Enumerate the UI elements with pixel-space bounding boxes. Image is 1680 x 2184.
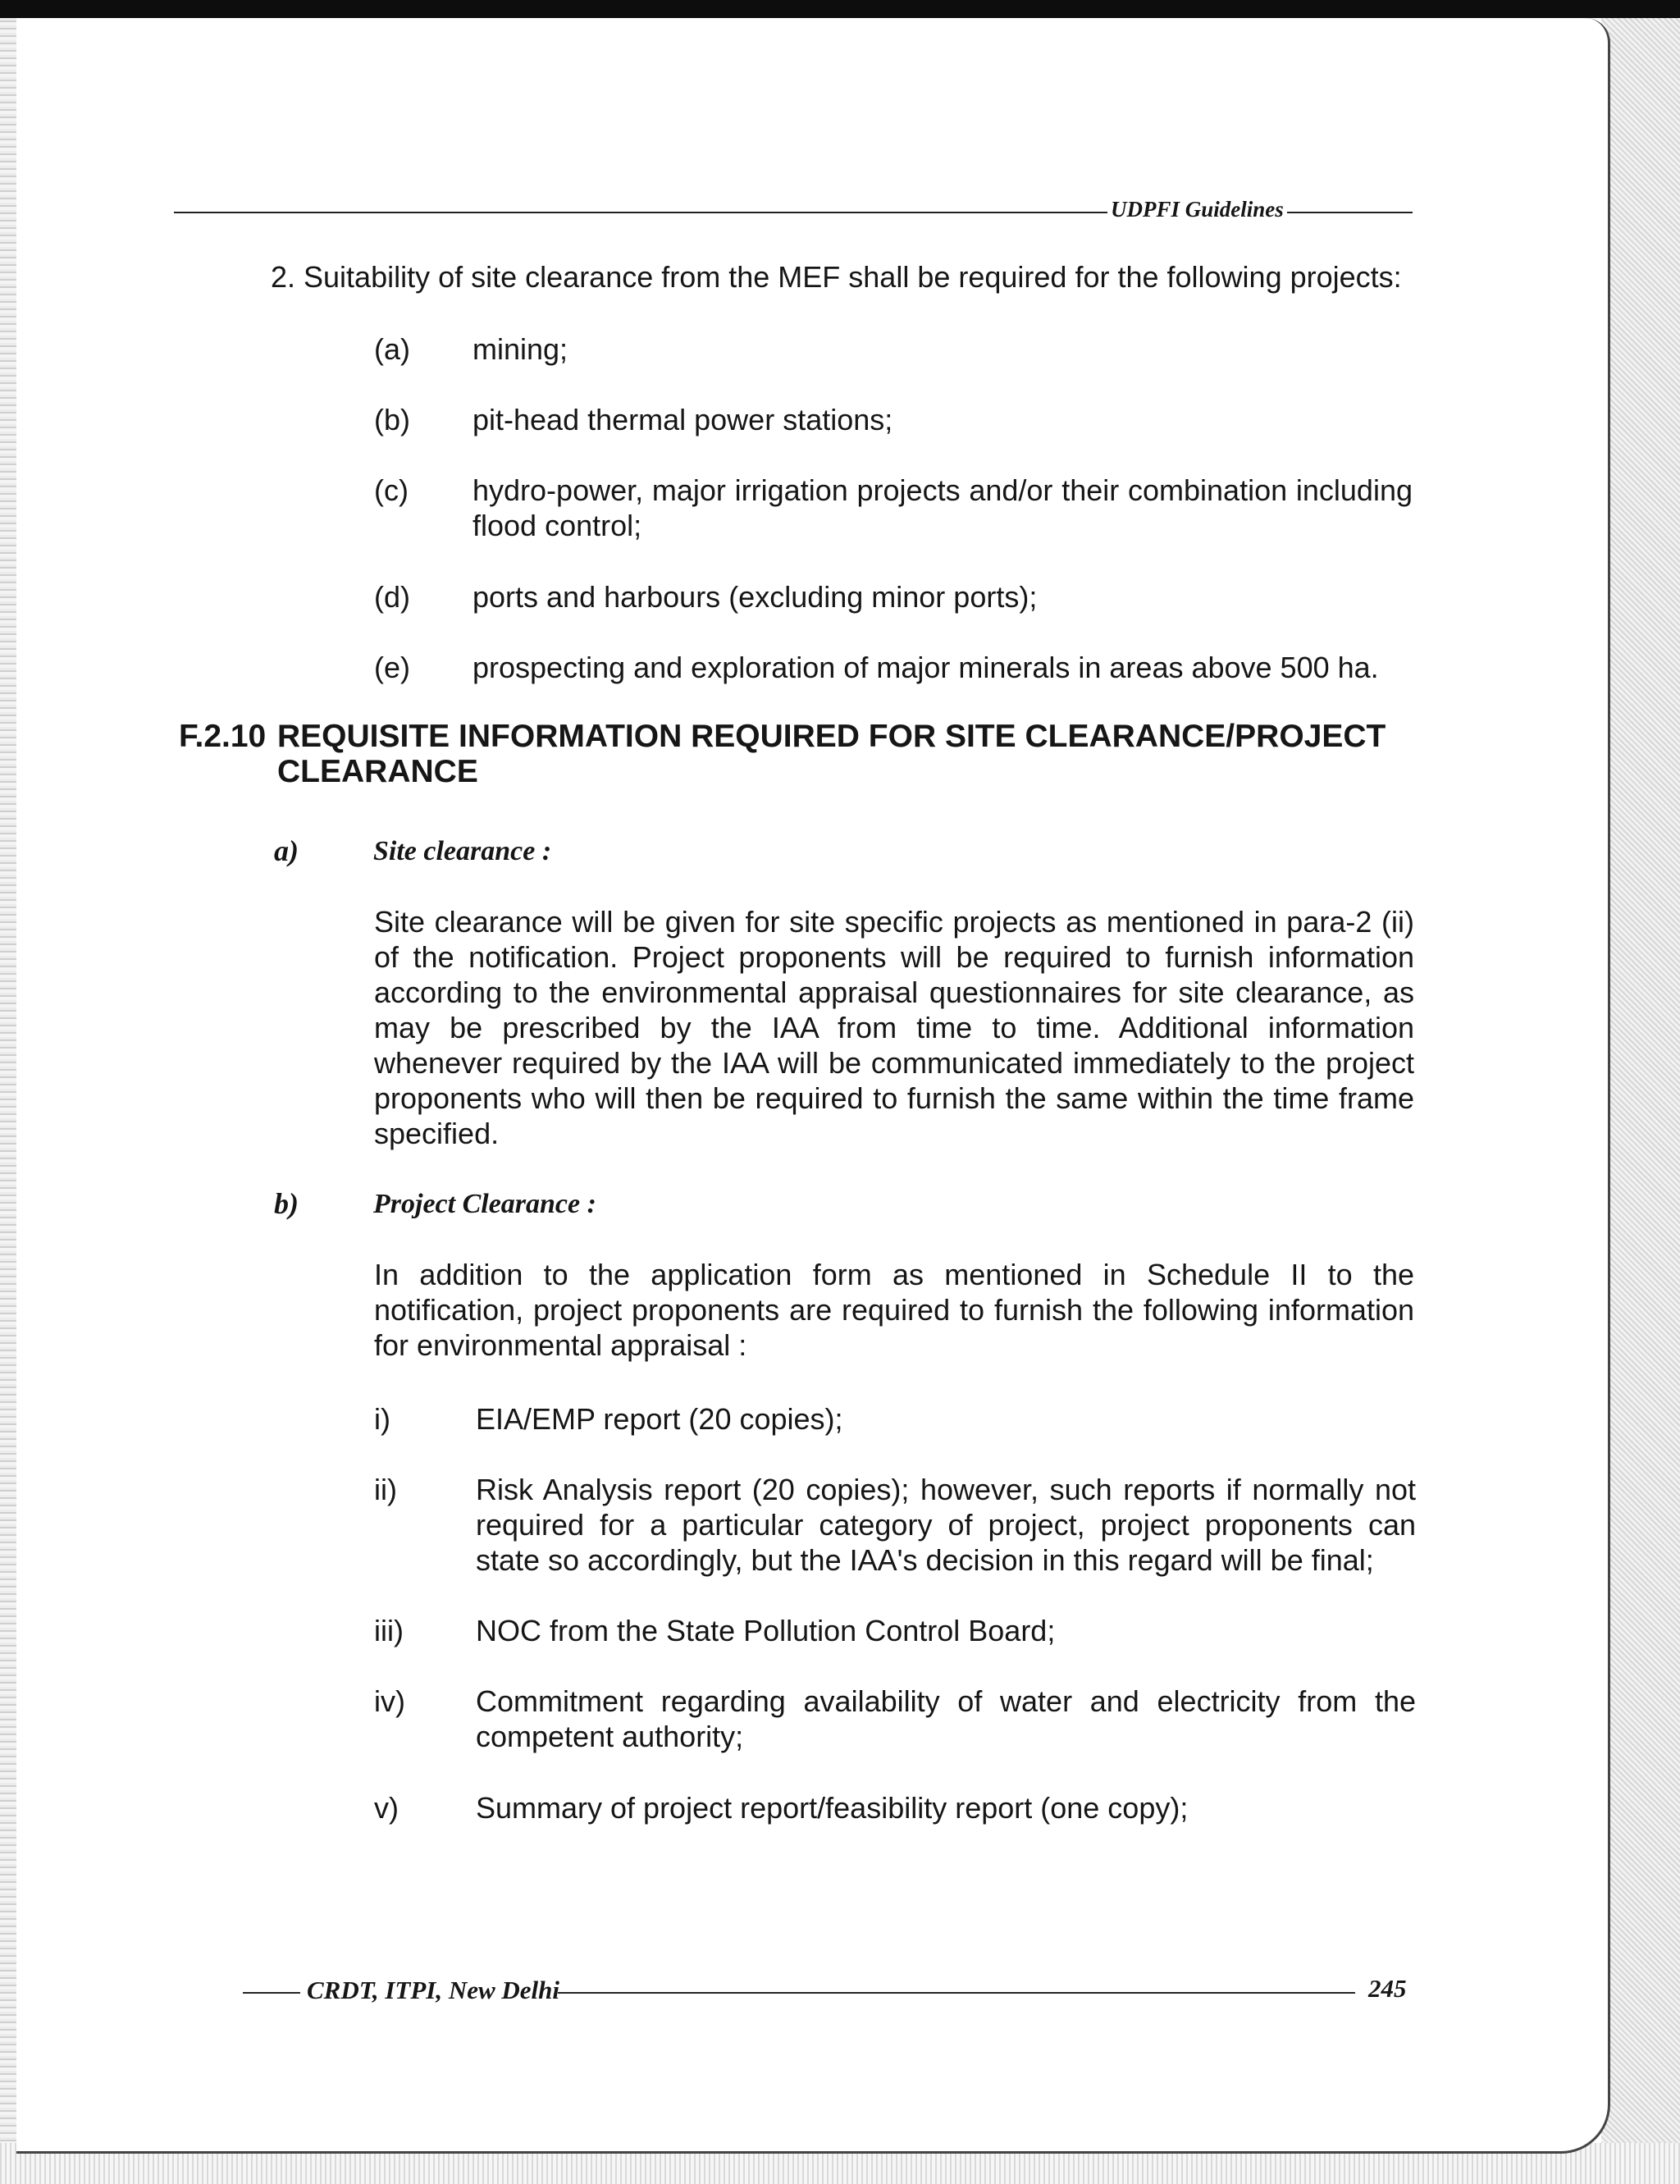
list-item-text: EIA/EMP report (20 copies);	[476, 1402, 843, 1436]
list-label-iv: iv)	[374, 1684, 405, 1718]
section-title-line2: CLEARANCE	[277, 754, 478, 789]
page-number: 245	[1368, 1974, 1407, 2003]
list-label-ii: ii)	[374, 1473, 397, 1506]
list-label-d: (d)	[374, 580, 410, 614]
intro-paragraph: 2. Suitability of site clearance from the MEF shall be required for the following projects:	[271, 260, 1402, 294]
list-item-text: ports and harbours (excluding minor ports);	[472, 580, 1038, 614]
list-label-e: (e)	[374, 651, 410, 684]
list-item-text: NOC from the State Pollution Control Board;	[476, 1614, 1056, 1647]
section-heading	[179, 719, 1426, 789]
subsection-title-project-clearance: Project Clearance :	[373, 1189, 596, 1219]
list-item-text: pit-head thermal power stations;	[472, 403, 893, 436]
section-number: F.2.10	[179, 719, 267, 754]
subsection-title-site-clearance: Site clearance :	[373, 836, 552, 866]
list-item-text: Summary of project report/feasibility report (one copy);	[476, 1791, 1189, 1825]
list-item-text: hydro-power, major irrigation projects and/or their combination including flood control;	[472, 473, 1413, 542]
list-item-text: prospecting and exploration of major minerals in areas above 500 ha.	[472, 651, 1379, 684]
list-label-v: v)	[374, 1791, 399, 1825]
footer-source: CRDT, ITPI, New Delhi	[307, 1976, 560, 2004]
subsection-label-b: b)	[274, 1187, 299, 1220]
site-clearance-paragraph: Site clearance will be given for site specific projects as mentioned in para-2 (ii) of the notification. Project proponents will be required to furnish information according to the environmental appraisal questionnaires for site clearance, as may be prescribed by the IAA from time to time. Additional information whenever required by the IAA will be communicated immediately to the project proponents who will then be required to furnish the same within the time frame specified.	[374, 905, 1414, 1150]
footer-rule-right	[558, 1992, 1355, 1994]
subsection-label-a: a)	[274, 834, 299, 867]
scan-right-border	[1601, 18, 1680, 2184]
running-header: UDPFI Guidelines	[1107, 197, 1287, 222]
list-label-iii: iii)	[374, 1614, 404, 1647]
scan-top-border	[0, 0, 1680, 18]
list-label-i: i)	[374, 1402, 390, 1436]
list-item-text: mining;	[472, 332, 568, 366]
project-clearance-paragraph: In addition to the application form as mentioned in Schedule II to the notification, project proponents are required to furnish the following information for environmental appraisal :	[374, 1258, 1414, 1362]
footer-rule-left	[243, 1992, 300, 1994]
list-item-text: Commitment regarding availability of water and electricity from the competent authority;	[476, 1684, 1416, 1753]
list-label-c: (c)	[374, 473, 409, 507]
section-title-line1: REQUISITE INFORMATION REQUIRED FOR SITE CLEARANCE/PROJECT	[277, 719, 1386, 754]
list-label-a: (a)	[374, 332, 410, 366]
list-item-text: Risk Analysis report (20 copies); however, such reports if normally not required for a particular category of project, project proponents can state so accordingly, but the IAA's decision in this regard will be final;	[476, 1473, 1416, 1577]
list-label-b: (b)	[374, 403, 410, 436]
